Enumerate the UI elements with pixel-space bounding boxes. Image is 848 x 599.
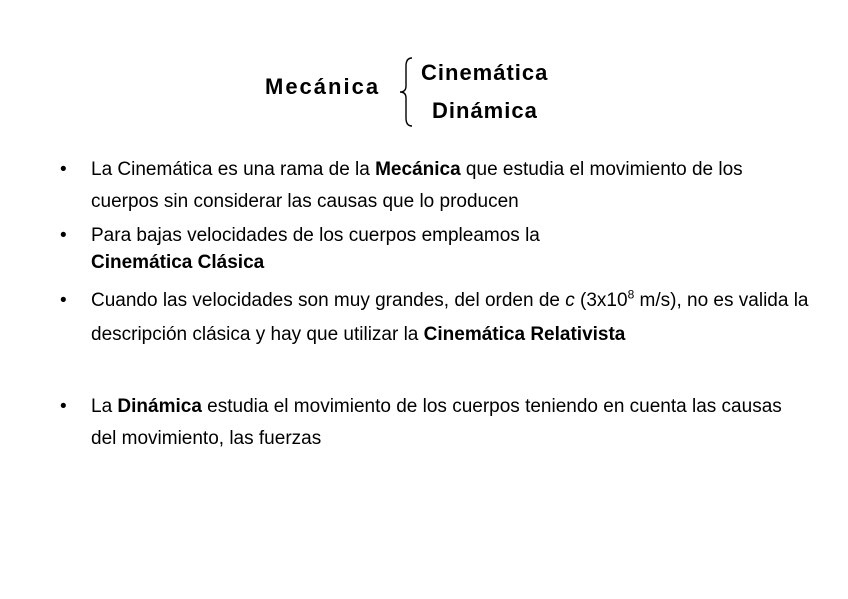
bullet-text: m/s), no es valida la descripción clásica y hay que utilizar la	[91, 290, 809, 345]
bullet-text: (3x10	[574, 290, 628, 311]
bullet-bold-term: Cinemática Relativista	[423, 324, 626, 345]
bullet-text: Para bajas velocidades de los cuerpos empleamos la	[91, 225, 540, 246]
bullet-bold-term: Mecánica	[375, 159, 461, 180]
bullet-text: Cuando las velocidades son muy grandes, del orden de	[91, 290, 566, 311]
bullet-marker: •	[60, 396, 67, 417]
bullet-item-1	[60, 154, 811, 218]
bullet-bold-term: Cinemática Clásica	[91, 252, 265, 273]
speed-of-light-symbol: c	[565, 290, 575, 311]
bullet-item-4	[60, 391, 811, 455]
bullet-marker: •	[60, 290, 67, 311]
bullet-text: La	[91, 396, 118, 417]
bullet-marker: •	[60, 225, 67, 246]
bullet-bold-term: Dinámica	[117, 396, 202, 417]
bullet-item-3	[60, 284, 811, 352]
bullet-text: La Cinemática es una rama de la	[91, 159, 376, 180]
bullet-text: que estudia el movimiento de los cuerpos sin considerar las causas que lo producen	[91, 159, 743, 212]
curly-brace-icon	[398, 56, 418, 128]
bullet-text: estudia el movimiento de los cuerpos teniendo en cuenta las causas del movimiento, las fuerzas	[91, 396, 782, 449]
bullet-marker: •	[60, 159, 67, 180]
header-main-term: Mecánica	[265, 74, 381, 99]
header-branch-bottom: Dinámica	[432, 98, 538, 123]
header-branch-top: Cinemática	[421, 60, 549, 85]
bullet-item-2	[60, 222, 811, 276]
exponent: 8	[627, 287, 635, 302]
